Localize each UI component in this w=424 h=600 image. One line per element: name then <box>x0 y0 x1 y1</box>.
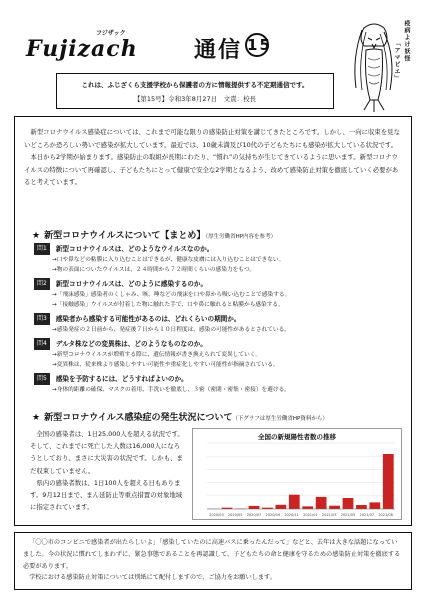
section-2-heading: 新型コロナウイルス感染症の発生状況について <box>44 413 233 423</box>
chart-x-tick-label: 2020/05 <box>227 513 243 517</box>
section-2-title <box>32 410 328 423</box>
question-text: 新型コロナウイルスは、どのようなウイルスなのか。 <box>55 245 214 253</box>
answer-line: →「接触感染」ウイルスが付着した物に触れた手で、口や鼻に触れると粘膜から感染する。 <box>52 302 284 308</box>
question-text: 感染者から感染する可能性があるのは、どれくらいの期間か。 <box>55 315 241 323</box>
question-tag: 問4 <box>34 338 50 350</box>
answer-line: →「飛沫感染」感染者のくしゃみ、咳、唾などの飛沫を口や鼻から吸い込むことで感染する。 <box>52 292 291 298</box>
qa-item-2 <box>34 278 404 310</box>
chart-x-tick-label: 2020/07 <box>246 513 262 517</box>
question-text: 新型コロナウイルスは、どのように感染するのか。 <box>55 280 208 288</box>
answer-line: →物の表面についたウイルスは、２４時間から７２時間くらいの感染力をもつ。 <box>52 267 256 273</box>
footer-paragraph-1: 「〇〇市のコンビニで感染者が出たらしいよ」「感染していたのに高速バスに乗ったんだって」などと、去年は大きな話題になっていました。今の状況に慣れてしまわずに、緊急事態であることを再認識して、子どもたちの命と健康を守るための感染防止対策を徹底する必要があります。 <box>23 539 401 570</box>
qa-item-5 <box>34 373 404 395</box>
question-text: デルタ株などの変異株は、どのようなものなのか。 <box>55 340 207 348</box>
question-tag: 問5 <box>34 373 50 385</box>
title-jp-text: 通信 <box>194 38 243 63</box>
chart-x-tick-label: 2021/03 <box>321 513 337 517</box>
title-english: Fujizach <box>26 36 138 62</box>
qa-item-3 <box>34 313 404 335</box>
intro-text <box>24 126 404 189</box>
chart-bar <box>302 506 313 509</box>
chart-bar <box>316 497 327 509</box>
intro-paragraph-1: 新型コロナウイルス感染症については、これまで可能な限りの感染防止対策を講じてきたところです。しかし、一向に収束を見ないどころか恐ろしい勢いで感染が拡大しています。最近では、10歳未満及び10代の子どもたちにも感染が拡大している状況です。 <box>24 128 400 149</box>
section-1-note: （厚生労働省HP内容を参考） <box>205 234 277 240</box>
amabie-mascot-icon <box>344 18 414 116</box>
masthead <box>26 30 356 70</box>
chart-bar <box>343 498 354 509</box>
section-1-title <box>32 228 276 241</box>
banner-line-1: これは、ふじざくら支援学校から保護者の方に情報提供する不定期通信です。 <box>81 81 309 89</box>
qa-item-4 <box>34 338 404 370</box>
chart-canvas <box>193 429 403 521</box>
title-japanese <box>194 33 272 64</box>
chart-bar <box>369 502 380 509</box>
chart-bar <box>289 495 300 509</box>
question-tag: 問3 <box>34 313 50 325</box>
banner-line-2: 【第15号】令和3年8月27日 文責：校長 <box>133 95 257 103</box>
mascot-caption-1: 疫病よけ妖怪 <box>403 20 410 62</box>
status-paragraph-2: 県内の感染者数は、1日100人を超える日もあります。9月12日まで、まん延防止等重点措置の対象地域に指定されています。 <box>30 478 183 512</box>
question-tag: 問1 <box>34 243 50 255</box>
footer-paragraph-2: 学校における感染防止対策については別紙にて配付しますので、ご協力をお願いします。 <box>29 574 276 582</box>
chart-title: 全国の新規陽性者数の推移 <box>258 433 336 441</box>
qa-item-1 <box>34 243 404 275</box>
answer-line: →感染発症の２日前から、発症後７日から１０日程度は、感染の可能性があるとされている。 <box>52 327 290 333</box>
status-paragraph-1: 全国の感染者は、1日25,000人を超える状況です。そして、これまでに死亡した人数は16,000人になろうとしており、まさに大災害の状況です。しかも、まだ収束していません。 <box>30 430 184 475</box>
status-text <box>30 428 186 513</box>
section-1-heading: 新型コロナウイルスについて【まとめ】 <box>44 231 206 241</box>
question-tag: 問2 <box>34 278 50 290</box>
section-2-note: （下グラフは厚生労働省HP資料から） <box>232 416 328 422</box>
chart-bar <box>275 505 286 509</box>
title-ruby: フジザック <box>96 30 126 37</box>
answer-line: →変異株は、従来株より感染しやすい可能性や重症化しやすい可能性が指摘されている。 <box>52 362 279 368</box>
question-text: 感染を予防するには、どうすればよいのか。 <box>55 375 188 383</box>
star-icon: ★ <box>32 231 41 241</box>
mascot-caption-2: 「アマビエ」 <box>393 40 400 82</box>
issue-number: 15 <box>245 33 269 57</box>
answer-line: →新型コロナウイルスが増殖する際に、遺伝情報が書き換えられて変異していく。 <box>52 352 262 358</box>
chart-x-tick-label: 2021/01 <box>303 513 318 517</box>
chart-x-tick-label: 2020/03 <box>209 513 224 517</box>
cases-chart <box>192 428 402 520</box>
chart-x-tick-label: 2021/07 <box>359 513 375 517</box>
star-icon: ★ <box>32 413 41 423</box>
qa-list <box>34 243 404 395</box>
chart-x-tick-label: 2020/09 <box>265 513 281 517</box>
answer-line: →身体的距離の確保、マスクの着用、手洗いを徹底し、３密（密閉・密集・密接）を避ける。 <box>52 387 290 393</box>
answer-line: →口や鼻などの粘膜に入り込むことはできるが、健康な皮膚には入り込むことはできない。 <box>52 257 285 263</box>
chart-x-tick-label: 2021/08 <box>378 513 393 517</box>
footer-box <box>14 532 412 590</box>
chart-x-tick-label: 2021/05 <box>340 513 356 517</box>
chart-bar <box>356 505 367 509</box>
chart-x-tick-label: 2020/11 <box>284 513 299 517</box>
chart-bar <box>249 506 260 509</box>
info-banner <box>56 73 334 109</box>
chart-bar <box>383 454 394 509</box>
intro-paragraph-2: 本日から2学期が始まります。感染防止の取組が長期にわたり、“慣れ”の気持ちが生じてきているように思います。新型コロナウイルスの特徴について再確認し、子どもたちにとって健康で安全な2学期となるよう、改めて感染防止対策を徹底していく必要があると考えています。 <box>24 153 399 186</box>
chart-bar <box>329 506 340 509</box>
